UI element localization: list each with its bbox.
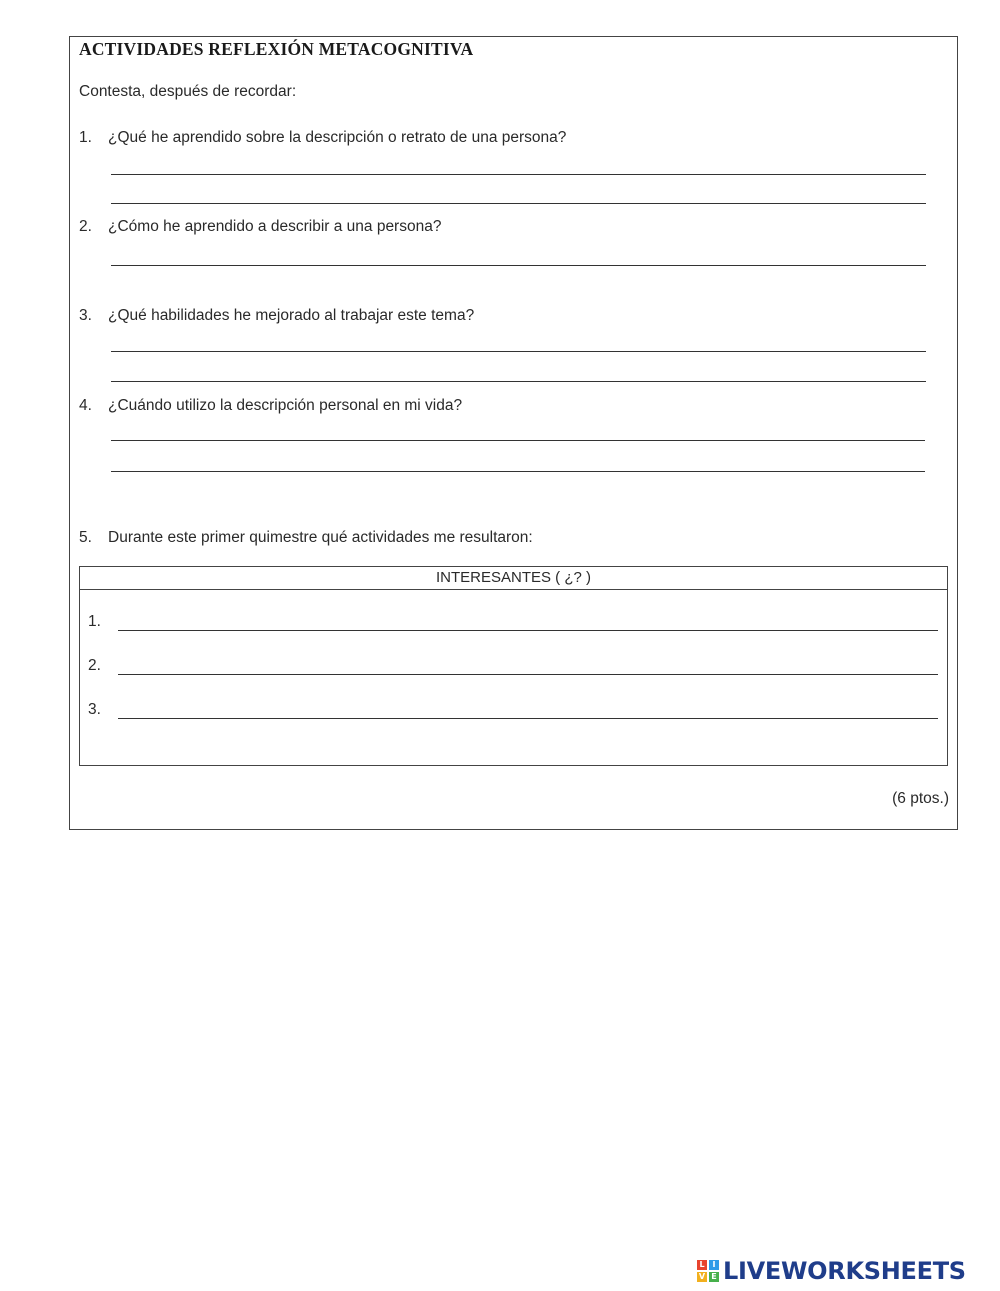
activities-table (79, 566, 948, 766)
answer-line-4a[interactable] (111, 440, 925, 441)
logo-block-e: E (709, 1272, 719, 1282)
table-row-2-answer-line[interactable] (118, 674, 938, 675)
points-label: (6 ptos.) (892, 790, 949, 807)
table-row-1-answer-line[interactable] (118, 630, 938, 631)
answer-line-3a[interactable] (111, 351, 926, 352)
question-3-text: ¿Qué habilidades he mejorado al trabajar este tema? (108, 307, 475, 324)
liveworksheets-logo (697, 1257, 966, 1285)
answer-line-3b[interactable] (111, 381, 926, 382)
answer-line-2a[interactable] (111, 265, 926, 266)
table-row-3-answer-line[interactable] (118, 718, 938, 719)
logo-block-v: V (698, 1272, 706, 1281)
worksheet-title: ACTIVIDADES REFLEXIÓN METACOGNITIVA (79, 39, 474, 59)
question-1-text: ¿Qué he aprendido sobre la descripción o retrato de una persona? (108, 129, 567, 146)
logo-block-l: L (697, 1260, 707, 1270)
question-5-text: Durante este primer quimestre qué actividades me resultaron: (108, 529, 533, 546)
question-2-text: ¿Cómo he aprendido a describir a una persona? (108, 218, 442, 235)
table-header-interesantes: INTERESANTES ( ¿? ) (80, 567, 947, 590)
question-2-number: 2. (79, 218, 92, 235)
logo-block-i: I (709, 1260, 719, 1270)
question-4-number: 4. (79, 397, 92, 414)
table-row-1-number: 1. (88, 613, 101, 630)
table-row-3-number: 3. (88, 701, 101, 718)
question-4-text: ¿Cuándo utilizo la descripción personal en mi vida? (108, 397, 463, 414)
question-3-number: 3. (79, 307, 92, 324)
question-5-number: 5. (79, 529, 92, 546)
answer-line-1b[interactable] (111, 203, 926, 204)
logo-wordmark: LIVEWORKSHEETS (723, 1257, 966, 1285)
intro-text: Contesta, después de recordar: (79, 83, 297, 100)
logo-blocks-icon (697, 1260, 719, 1282)
question-1-number: 1. (79, 129, 92, 146)
answer-line-1a[interactable] (111, 174, 926, 175)
answer-line-4b[interactable] (111, 471, 925, 472)
table-row-2-number: 2. (88, 657, 101, 674)
worksheet-frame (69, 36, 958, 830)
